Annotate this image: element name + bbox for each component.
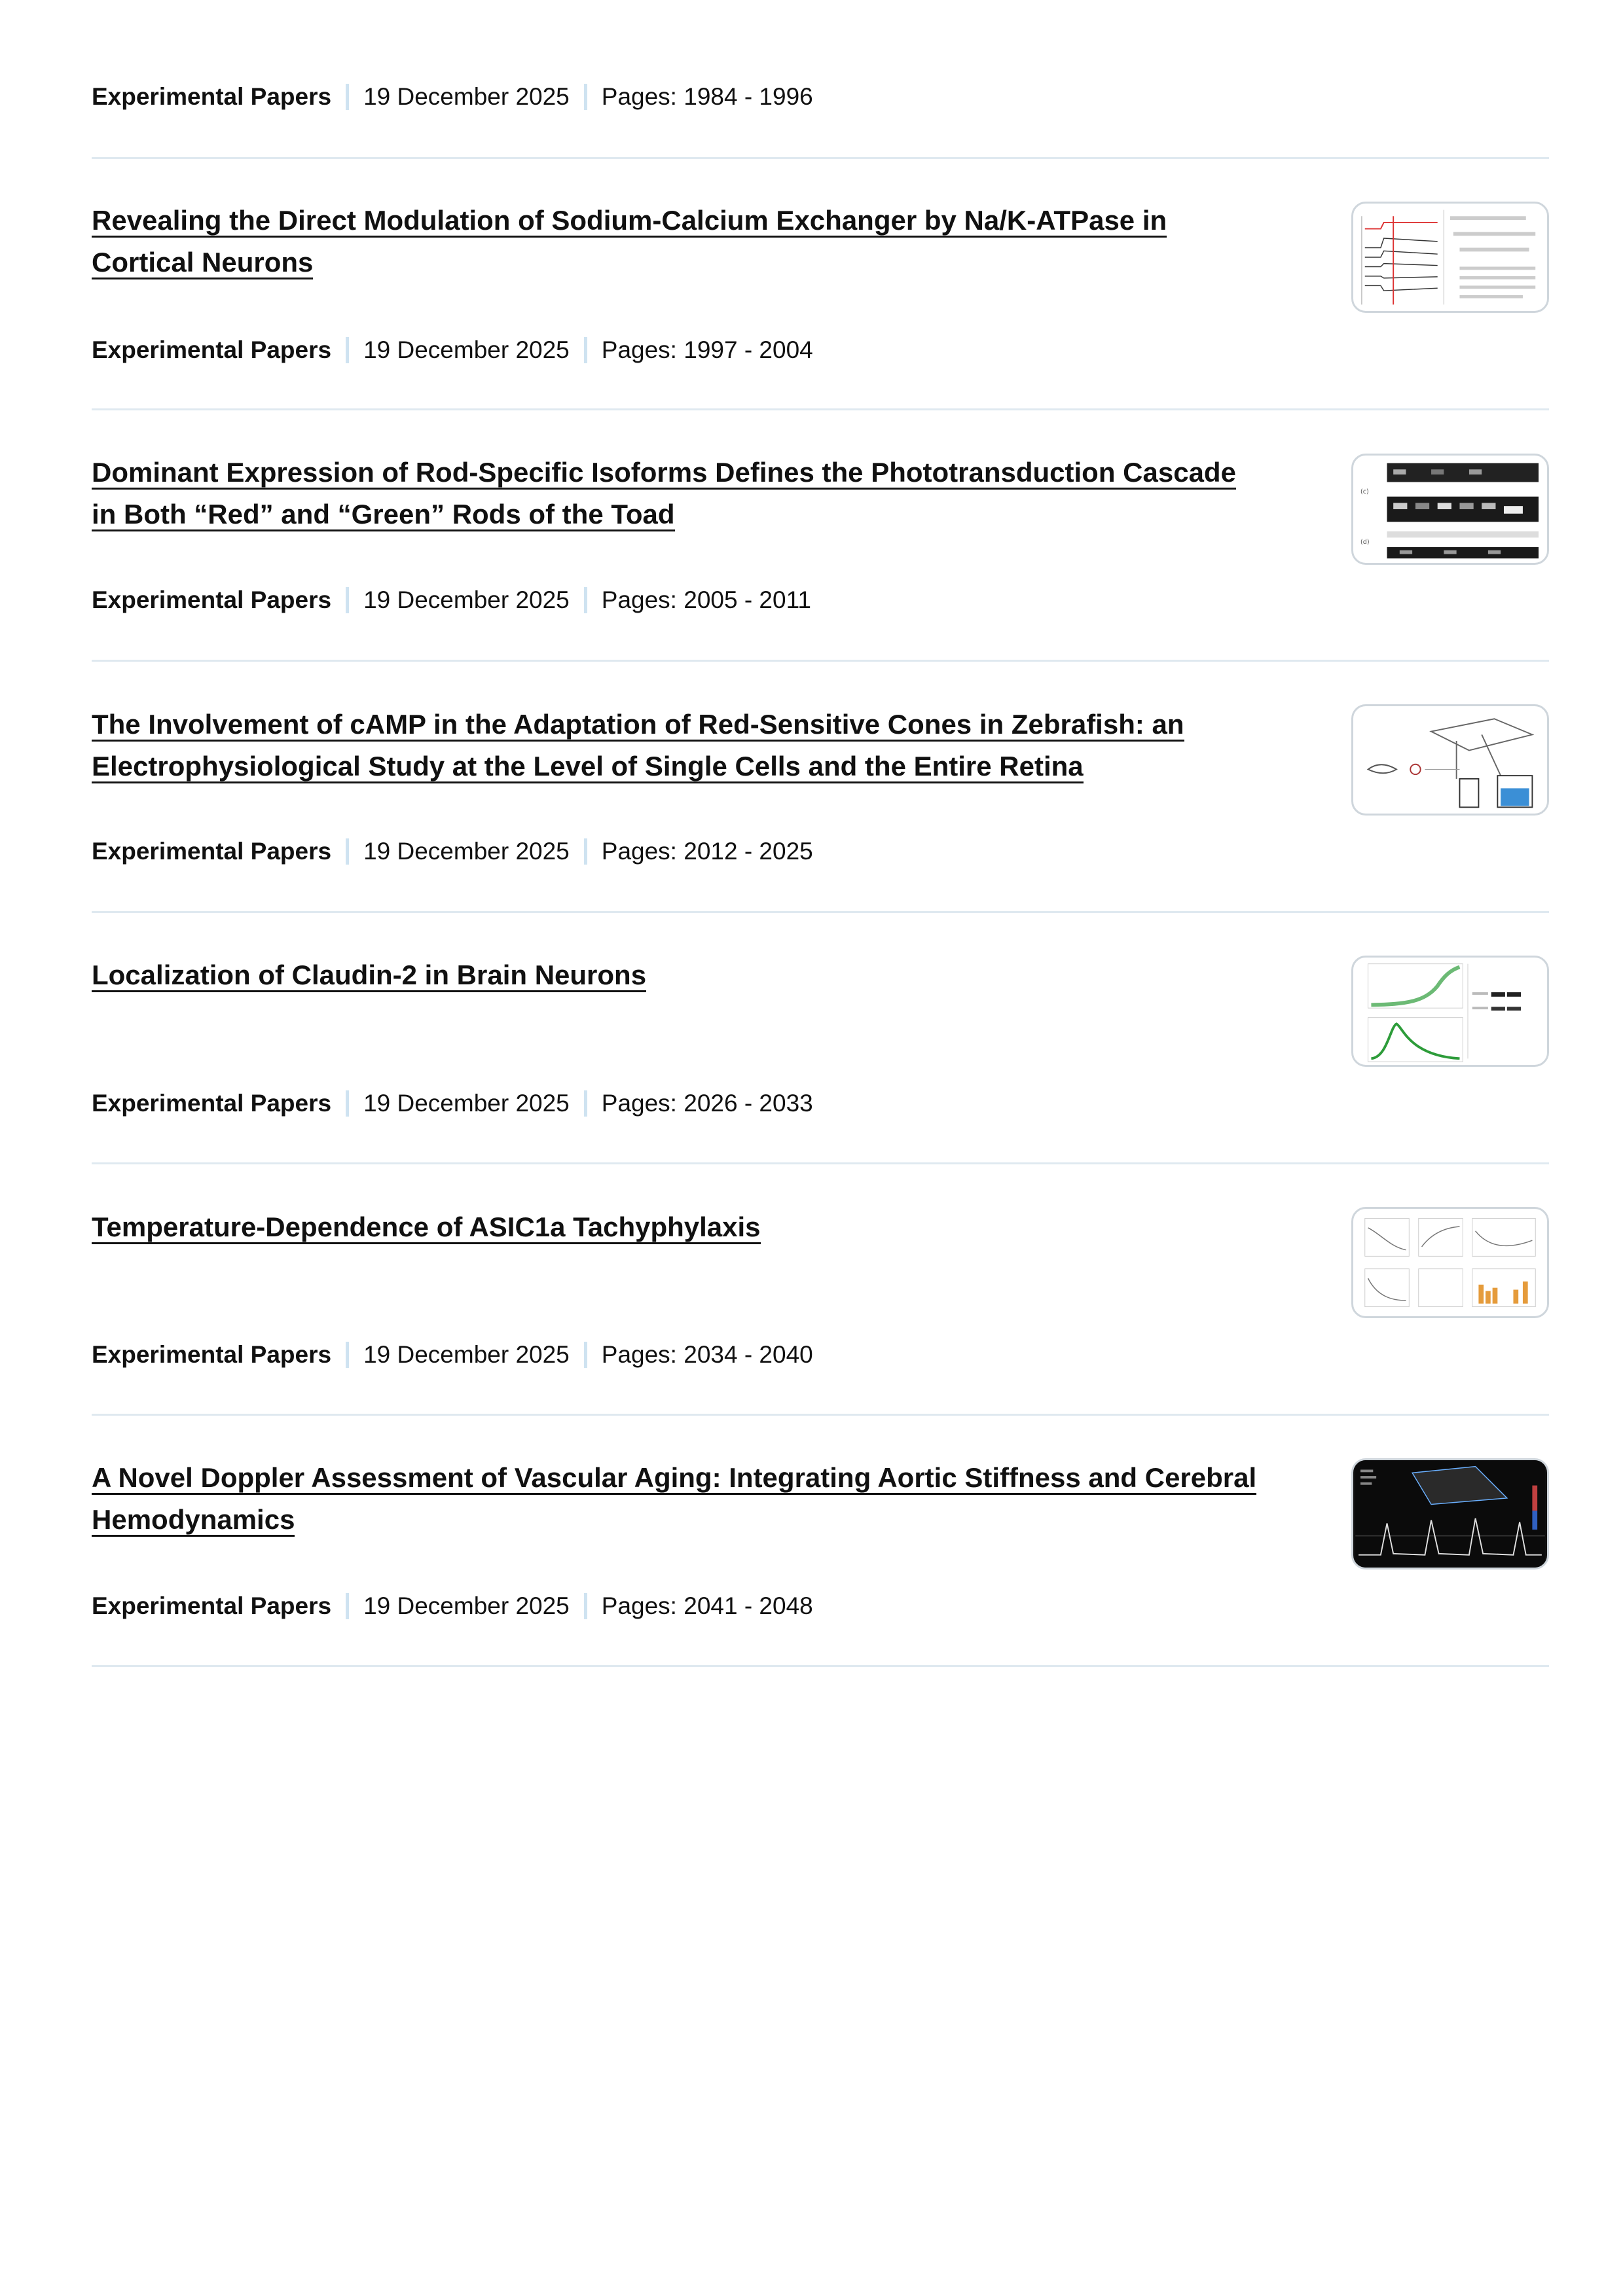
- article-type: Experimental Papers: [92, 83, 332, 110]
- article-meta: [92, 1089, 813, 1118]
- article-type: Experimental Papers: [92, 336, 332, 363]
- doppler-ultrasound-figure: [1353, 1460, 1547, 1568]
- article-type: Experimental Papers: [92, 1341, 332, 1368]
- article-pages: Pages: 1984 - 1996: [601, 83, 813, 110]
- meta-separator: [584, 337, 587, 363]
- article-thumbnail[interactable]: [1351, 1207, 1549, 1318]
- article-date: 19 December 2025: [363, 83, 570, 110]
- article-title: [92, 954, 1309, 996]
- article-title-link[interactable]: Temperature-Dependence of ASIC1a Tachyphylaxis: [92, 1211, 761, 1244]
- article-title: [92, 452, 1309, 535]
- article-pages: Pages: 1997 - 2004: [601, 336, 813, 363]
- divider: [92, 408, 1549, 410]
- article-title-link[interactable]: Localization of Claudin-2 in Brain Neurons: [92, 960, 646, 992]
- meta-separator: [584, 1342, 587, 1368]
- article-pages: Pages: 2026 - 2033: [601, 1090, 813, 1117]
- article-pages: Pages: 2034 - 2040: [601, 1341, 813, 1368]
- article-type: Experimental Papers: [92, 1592, 332, 1619]
- article-meta: [92, 586, 811, 615]
- meta-separator: [584, 838, 587, 865]
- article-thumbnail[interactable]: [1351, 1458, 1549, 1570]
- article-pages: Pages: 2005 - 2011: [601, 586, 811, 613]
- article-thumbnail[interactable]: [1351, 704, 1549, 816]
- meta-separator: [584, 587, 587, 613]
- article-type: Experimental Papers: [92, 586, 332, 613]
- green-curves-figure: [1353, 958, 1547, 1065]
- meta-separator: [346, 838, 349, 865]
- meta-separator: [584, 1090, 587, 1117]
- article-type: Experimental Papers: [92, 1090, 332, 1117]
- article-thumbnail[interactable]: [1351, 454, 1549, 565]
- svg-text:(c): (c): [1360, 488, 1369, 495]
- meta-separator: [584, 84, 587, 110]
- svg-text:(d): (d): [1360, 539, 1370, 547]
- article-date: 19 December 2025: [363, 1341, 570, 1368]
- meta-separator: [346, 587, 349, 613]
- setup-diagram-figure: [1353, 706, 1547, 814]
- meta-separator: [584, 1593, 587, 1619]
- article-title-link[interactable]: Dominant Expression of Rod-Specific Isoforms Defines the Phototransduction Cascade in Both “Red” and “Green” Rods of the Toad: [92, 457, 1236, 531]
- meta-separator: [346, 337, 349, 363]
- article-meta: [92, 336, 813, 365]
- article-pages: Pages: 2041 - 2048: [601, 1592, 813, 1619]
- article-title-link[interactable]: The Involvement of cAMP in the Adaptation of Red-Sensitive Cones in Zebrafish: an Electrophysiological Study at the Level of Single Cells and the Entire Retina: [92, 709, 1184, 783]
- divider: [92, 660, 1549, 662]
- article-meta: [92, 1592, 813, 1621]
- article-title: [92, 704, 1309, 787]
- traces-and-equations-figure: [1353, 204, 1547, 311]
- article-meta: [92, 837, 813, 866]
- article-title-link[interactable]: Revealing the Direct Modulation of Sodium-Calcium Exchanger by Na/K-ATPase in Cortical Neurons: [92, 205, 1167, 279]
- multi-panel-plots-figure: [1353, 1209, 1547, 1316]
- article-title: [92, 1457, 1309, 1541]
- article-title: [92, 200, 1309, 283]
- meta-separator: [346, 1342, 349, 1368]
- article-meta: [92, 82, 813, 111]
- article-title-link[interactable]: A Novel Doppler Assessment of Vascular Aging: Integrating Aortic Stiffness and Cerebral Hemodynamics: [92, 1462, 1256, 1537]
- article-date: 19 December 2025: [363, 838, 570, 865]
- article-date: 19 December 2025: [363, 336, 570, 363]
- article-thumbnail[interactable]: [1351, 202, 1549, 313]
- meta-separator: [346, 84, 349, 110]
- divider: [92, 1414, 1549, 1416]
- article-type: Experimental Papers: [92, 838, 332, 865]
- meta-separator: [346, 1593, 349, 1619]
- divider: [92, 1665, 1549, 1667]
- article-date: 19 December 2025: [363, 1592, 570, 1619]
- article-date: 19 December 2025: [363, 1090, 570, 1117]
- article-pages: Pages: 2012 - 2025: [601, 838, 813, 865]
- article-thumbnail[interactable]: [1351, 956, 1549, 1067]
- article-title: [92, 1206, 1309, 1248]
- gel-bands-figure: [1353, 456, 1547, 563]
- article-meta: [92, 1340, 813, 1369]
- meta-separator: [346, 1090, 349, 1117]
- divider: [92, 911, 1549, 913]
- divider: [92, 1162, 1549, 1164]
- article-date: 19 December 2025: [363, 586, 570, 613]
- divider: [92, 157, 1549, 159]
